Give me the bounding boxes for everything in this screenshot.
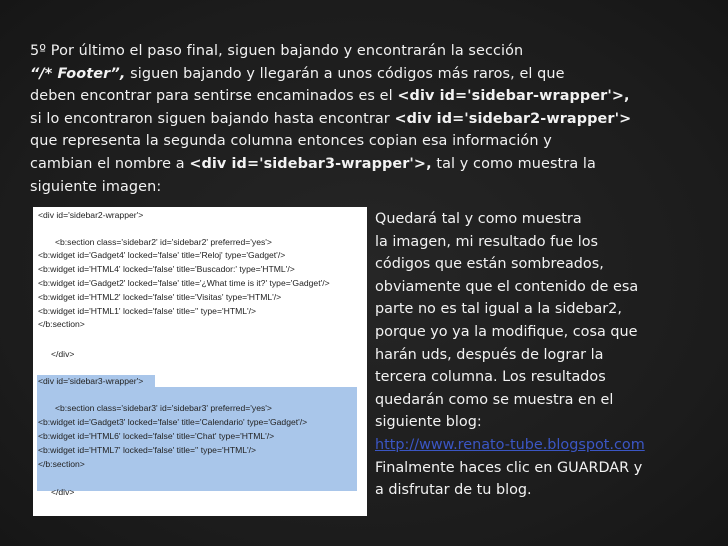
side-line: Quedará tal y como muestra [375, 211, 582, 227]
code-line: <div id='sidebar2-wrapper'> [38, 210, 144, 220]
side-line: siguiente blog: [375, 414, 482, 431]
code-line: <b:widget id='HTML2' locked='false' title='Visitas' type='HTML'/> [38, 292, 282, 302]
side-line: tercera columna. Los resultados [375, 369, 606, 386]
code-line: <b:widget id='HTML4' locked='false' title='Buscador:' type='HTML'/> [38, 264, 295, 274]
side-paragraph [375, 208, 725, 502]
intro-text-2: siguen bajando y llegarán a unos códigos más raros, el que [125, 65, 565, 82]
code-line: </div> [51, 349, 75, 359]
side-line: códigos que están sombreados, [375, 256, 604, 273]
sidebar3-wrapper-tag: <div id='sidebar3-wrapper'>, [189, 155, 432, 172]
side-line: porque yo ya la modifique, cosa que [375, 323, 638, 340]
side-line: parte no es tal igual a la sidebar2, [375, 301, 622, 318]
code-line: <b:widget id='Gadget2' locked='false' title='¿What time is it?' type='Gadget'/> [38, 278, 330, 288]
intro-text-3: deben encontrar para sentirse encaminados es el [30, 88, 398, 105]
side-line: a disfrutar de tu blog. [375, 482, 532, 499]
code-line: <div id='sidebar3-wrapper'> [38, 376, 144, 386]
intro-text-8: siguiente imagen: [30, 178, 162, 195]
side-line: harán uds, después de lograr la [375, 346, 604, 363]
intro-paragraph [30, 40, 720, 198]
code-line: </div> [51, 487, 75, 497]
side-line: obviamente que el contenido de esa [375, 278, 639, 295]
code-line: <b:section class='sidebar3' id='sidebar3' preferred='yes'> [55, 403, 272, 413]
intro-text-1: 5º Por último el paso final, siguen bajando y encontrarán la sección [30, 43, 524, 59]
code-line: <b:widget id='Gadget3' locked='false' title='Calendario' type='Gadget'/> [38, 417, 308, 427]
footer-section-label: “/* Footer”, [30, 65, 126, 82]
side-line: la imagen, mi resultado fue los [375, 233, 599, 250]
side-line: Finalmente haces clic en GUARDAR y [375, 459, 643, 476]
code-line: <b:widget id='HTML1' locked='false' title='' type='HTML'/> [38, 306, 257, 316]
code-line: <b:section class='sidebar2' id='sidebar2' preferred='yes'> [55, 237, 272, 247]
code-screenshot [33, 207, 367, 516]
code-line: <b:widget id='HTML6' locked='false' title='Chat' type='HTML'/> [38, 431, 275, 441]
intro-text-6: cambian el nombre a [30, 155, 190, 172]
code-line: </b:section> [38, 459, 85, 469]
code-line: <b:widget id='HTML7' locked='false' title='' type='HTML'/> [38, 445, 257, 455]
intro-text-4: si lo encontraron siguen bajando hasta encontrar [30, 110, 395, 127]
sidebar2-wrapper-tag: <div id='sidebar2-wrapper'> [394, 110, 632, 127]
code-line: </b:section> [38, 319, 85, 329]
code-line: <b:widget id='Gadget4' locked='false' title='Reloj' type='Gadget'/> [38, 250, 286, 260]
intro-text-5: que representa la segunda columna entonces copian esa información y [30, 133, 552, 150]
intro-text-7: tal y como muestra la [431, 155, 596, 172]
blog-link[interactable]: http://www.renato-tube.blogspot.com [375, 436, 645, 453]
sidebar-wrapper-tag: <div id='sidebar-wrapper'>, [397, 88, 630, 105]
side-line: quedarán como se muestra en el [375, 391, 614, 408]
